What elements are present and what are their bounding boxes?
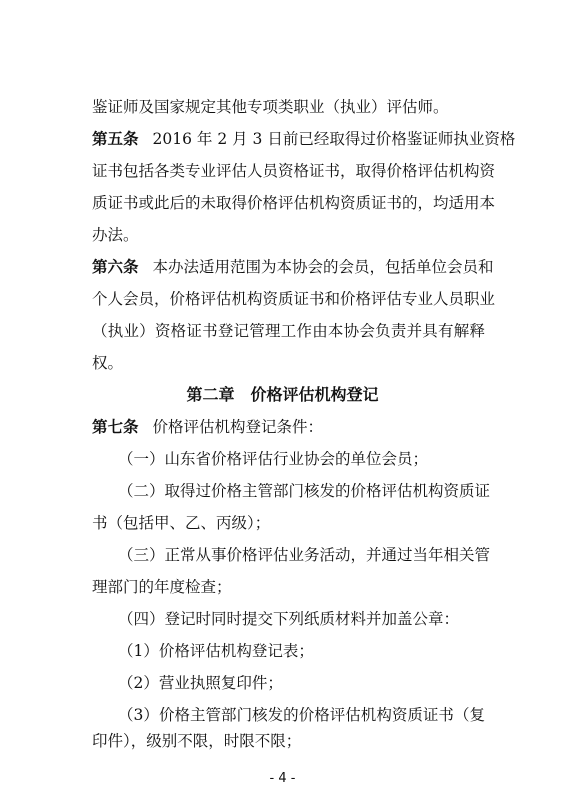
text-line: （二）取得过价格主管部门核发的价格评估机构资质证	[118, 482, 491, 500]
article-7-first-line	[92, 417, 485, 437]
article-5-label: 第五条	[92, 130, 139, 148]
article-5-first-line	[92, 129, 516, 149]
article-6-label: 第六条	[92, 258, 139, 276]
text-line: （一）山东省价格评估行业协会的单位会员；	[118, 450, 429, 468]
text-line: 书（包括甲、乙、丙级）；	[92, 514, 271, 532]
text-line: 价格评估机构登记条件：	[152, 418, 324, 436]
text-line: 理部门的年度检查；	[92, 578, 232, 596]
article-6-first-line	[92, 257, 494, 277]
text-line: 质证书或此后的未取得价格评估机构资质证书的，均适用本	[92, 194, 496, 212]
text-line: 本办法适用范围为本协会的会员，包括单位会员和	[152, 258, 494, 276]
page-number: - 4 -	[269, 771, 296, 786]
chapter-heading: 第二章 价格评估机构登记	[186, 385, 379, 404]
text-line: （1）价格评估机构登记表；	[118, 642, 314, 660]
text-line: 办法。	[92, 226, 139, 244]
text-line: 证书包括各类专业评估人员资格证书，取得价格评估机构资	[92, 162, 496, 180]
text-line: （3）价格主管部门核发的价格评估机构资质证书（复	[118, 706, 485, 724]
text-line: 2016 年 2 月 3 日前已经取得过价格鉴证师执业资格	[152, 130, 516, 148]
text-line: 个人会员，价格评估机构资质证书和价格评估专业人员职业	[92, 290, 496, 308]
text-line: 印件），级别不限，时限不限；	[92, 732, 302, 750]
text-line: 鉴证师及国家规定其他专项类职业（执业）评估师。	[92, 98, 449, 116]
text-line: （四）登记时同时提交下列纸质材料并加盖公章：	[118, 610, 460, 628]
text-line: 权。	[92, 354, 124, 372]
text-line: （三）正常从事价格评估业务活动，并通过当年相关管	[118, 546, 491, 564]
text-line: （2）营业执照复印件；	[118, 674, 283, 692]
text-line: （执业）资格证书登记管理工作由本协会负责并具有解释	[92, 322, 485, 340]
article-7-label: 第七条	[92, 418, 139, 436]
